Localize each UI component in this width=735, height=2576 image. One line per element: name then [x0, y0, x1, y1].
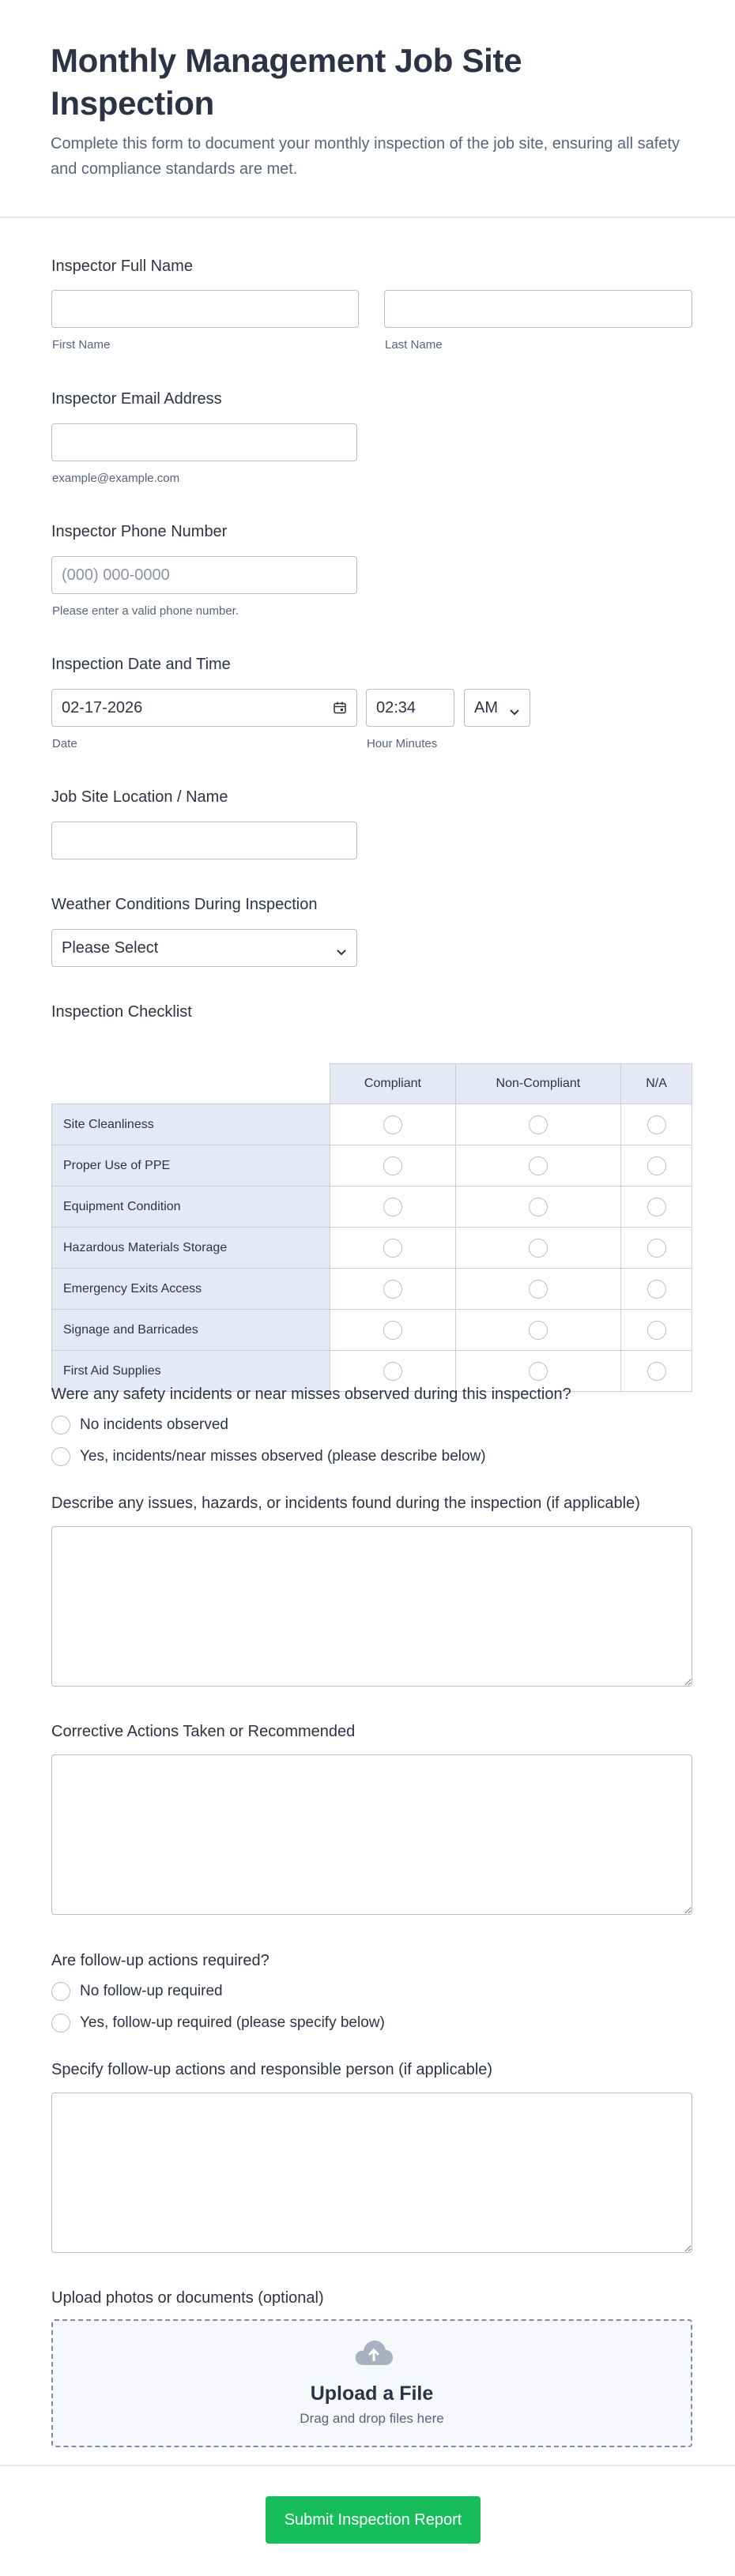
time-sublabel: Hour Minutes	[367, 737, 438, 750]
issues-label: Describe any issues, hazards, or incidents found during the inspection (if applicable)	[51, 1495, 640, 1512]
last-name-input[interactable]	[384, 290, 692, 328]
row-label: Hazardous Materials Storage	[52, 1228, 330, 1269]
checklist-label: Inspection Checklist	[51, 1003, 192, 1021]
row-label: Signage and Barricades	[52, 1310, 330, 1351]
column-header: Non-Compliant	[455, 1064, 620, 1104]
ampm-select[interactable]	[464, 689, 530, 727]
ampm-value: AM	[474, 698, 498, 716]
non-compliant-radio[interactable]	[529, 1156, 548, 1175]
option-label: No follow-up required	[80, 1983, 223, 1999]
email-sublabel: example@example.com	[52, 472, 180, 485]
issues-textarea[interactable]	[51, 1526, 692, 1687]
upload-hint: Drag and drop files here	[300, 2411, 444, 2426]
na-radio[interactable]	[647, 1362, 666, 1381]
inspector-phone-label: Inspector Phone Number	[51, 523, 228, 540]
issues-field	[51, 1493, 692, 1690]
calendar-icon[interactable]	[333, 701, 347, 720]
job-site-input[interactable]	[51, 822, 357, 859]
form-title: Monthly Management Job Site Inspection	[51, 42, 522, 122]
incidents-field	[51, 1384, 692, 1471]
row-label: Emergency Exits Access	[52, 1269, 330, 1310]
corrective-textarea[interactable]	[51, 1754, 692, 1915]
non-compliant-radio[interactable]	[529, 1239, 548, 1258]
weather-label: Weather Conditions During Inspection	[51, 896, 318, 913]
followup-details-label: Specify follow-up actions and responsible person (if applicable)	[51, 2061, 493, 2078]
date-value: 02-17-2026	[62, 698, 143, 716]
compliant-radio[interactable]	[383, 1321, 402, 1340]
incidents-none-radio[interactable]	[51, 1416, 70, 1435]
chevron-down-icon	[509, 703, 520, 721]
na-radio[interactable]	[647, 1239, 666, 1258]
job-site-field	[51, 787, 692, 858]
checklist-grid	[51, 1063, 692, 1392]
phone-input[interactable]	[51, 556, 357, 594]
option-label: No incidents observed	[80, 1416, 228, 1433]
compliant-radio[interactable]	[383, 1198, 402, 1217]
grid-corner	[52, 1064, 330, 1104]
compliant-radio[interactable]	[383, 1239, 402, 1258]
time-value: 02:34	[376, 698, 416, 716]
date-input[interactable]	[51, 689, 357, 727]
table-row	[52, 1269, 692, 1310]
followup-option-none[interactable]	[51, 1982, 223, 2001]
column-header: Compliant	[330, 1064, 455, 1104]
table-row	[52, 1104, 692, 1145]
followup-field	[51, 1950, 692, 2037]
date-sublabel: Date	[52, 737, 77, 750]
inspector-email-label: Inspector Email Address	[51, 390, 222, 408]
na-radio[interactable]	[647, 1156, 666, 1175]
incidents-yes-radio[interactable]	[51, 1447, 70, 1466]
na-radio[interactable]	[647, 1198, 666, 1217]
file-dropzone[interactable]	[51, 2319, 692, 2447]
followup-details-field	[51, 2059, 692, 2257]
inspector-name-field	[51, 256, 692, 351]
column-header: N/A	[621, 1064, 692, 1104]
row-label: Equipment Condition	[52, 1186, 330, 1228]
upload-label: Upload photos or documents (optional)	[51, 2289, 324, 2307]
row-label: Site Cleanliness	[52, 1104, 330, 1145]
non-compliant-radio[interactable]	[529, 1362, 548, 1381]
inspection-datetime-label: Inspection Date and Time	[51, 656, 231, 673]
last-name-sublabel: Last Name	[385, 338, 443, 352]
weather-selected-value: Please Select	[62, 938, 159, 957]
non-compliant-radio[interactable]	[529, 1321, 548, 1340]
compliant-radio[interactable]	[383, 1115, 402, 1134]
table-row	[52, 1310, 692, 1351]
non-compliant-radio[interactable]	[529, 1280, 548, 1299]
job-site-label: Job Site Location / Name	[51, 788, 228, 806]
na-radio[interactable]	[647, 1115, 666, 1134]
followup-label: Are follow-up actions required?	[51, 1952, 270, 1969]
row-label: Proper Use of PPE	[52, 1145, 330, 1186]
na-radio[interactable]	[647, 1321, 666, 1340]
table-row	[52, 1145, 692, 1186]
na-radio[interactable]	[647, 1280, 666, 1299]
corrective-label: Corrective Actions Taken or Recommended	[51, 1723, 356, 1740]
form-header	[0, 0, 735, 218]
row-label: First Aid Supplies	[52, 1351, 330, 1392]
table-row	[52, 1186, 692, 1228]
followup-none-radio[interactable]	[51, 1982, 70, 2001]
compliant-radio[interactable]	[383, 1156, 402, 1175]
submit-button[interactable]: Submit Inspection Report	[266, 2496, 481, 2544]
weather-select[interactable]	[51, 929, 357, 967]
phone-sublabel: Please enter a valid phone number.	[52, 604, 239, 618]
upload-title: Upload a File	[310, 2382, 434, 2405]
inspector-name-label: Inspector Full Name	[51, 258, 193, 275]
table-row	[52, 1228, 692, 1269]
weather-field	[51, 894, 692, 965]
followup-option-yes[interactable]	[51, 2014, 385, 2033]
option-label: Yes, follow-up required (please specify below)	[80, 2014, 385, 2031]
compliant-radio[interactable]	[383, 1280, 402, 1299]
incidents-label: Were any safety incidents or near misses observed during this inspection?	[51, 1386, 571, 1403]
chevron-down-icon	[336, 943, 347, 961]
first-name-input[interactable]	[51, 290, 359, 328]
non-compliant-radio[interactable]	[529, 1115, 548, 1134]
followup-details-textarea[interactable]	[51, 2093, 692, 2253]
cloud-upload-icon	[354, 2338, 394, 2372]
option-label: Yes, incidents/near misses observed (please describe below)	[80, 1448, 486, 1465]
form-description: Complete this form to document your monthly inspection of the job site, ensuring all safety and compliance standards are met.	[51, 135, 680, 178]
followup-yes-radio[interactable]	[51, 2014, 70, 2033]
incidents-option-none[interactable]	[51, 1416, 228, 1435]
compliant-radio[interactable]	[383, 1362, 402, 1381]
incidents-option-yes[interactable]	[51, 1447, 486, 1466]
inspector-phone-field	[51, 521, 692, 616]
time-input[interactable]	[366, 689, 454, 727]
email-input[interactable]	[51, 423, 357, 461]
inspection-datetime-field	[51, 654, 692, 749]
inspection-checklist-field	[51, 1002, 692, 1378]
upload-field	[51, 2288, 692, 2454]
first-name-sublabel: First Name	[52, 338, 111, 352]
non-compliant-radio[interactable]	[529, 1198, 548, 1217]
inspector-email-field	[51, 389, 692, 483]
form-footer	[0, 2465, 735, 2576]
corrective-actions-field	[51, 1721, 692, 1919]
